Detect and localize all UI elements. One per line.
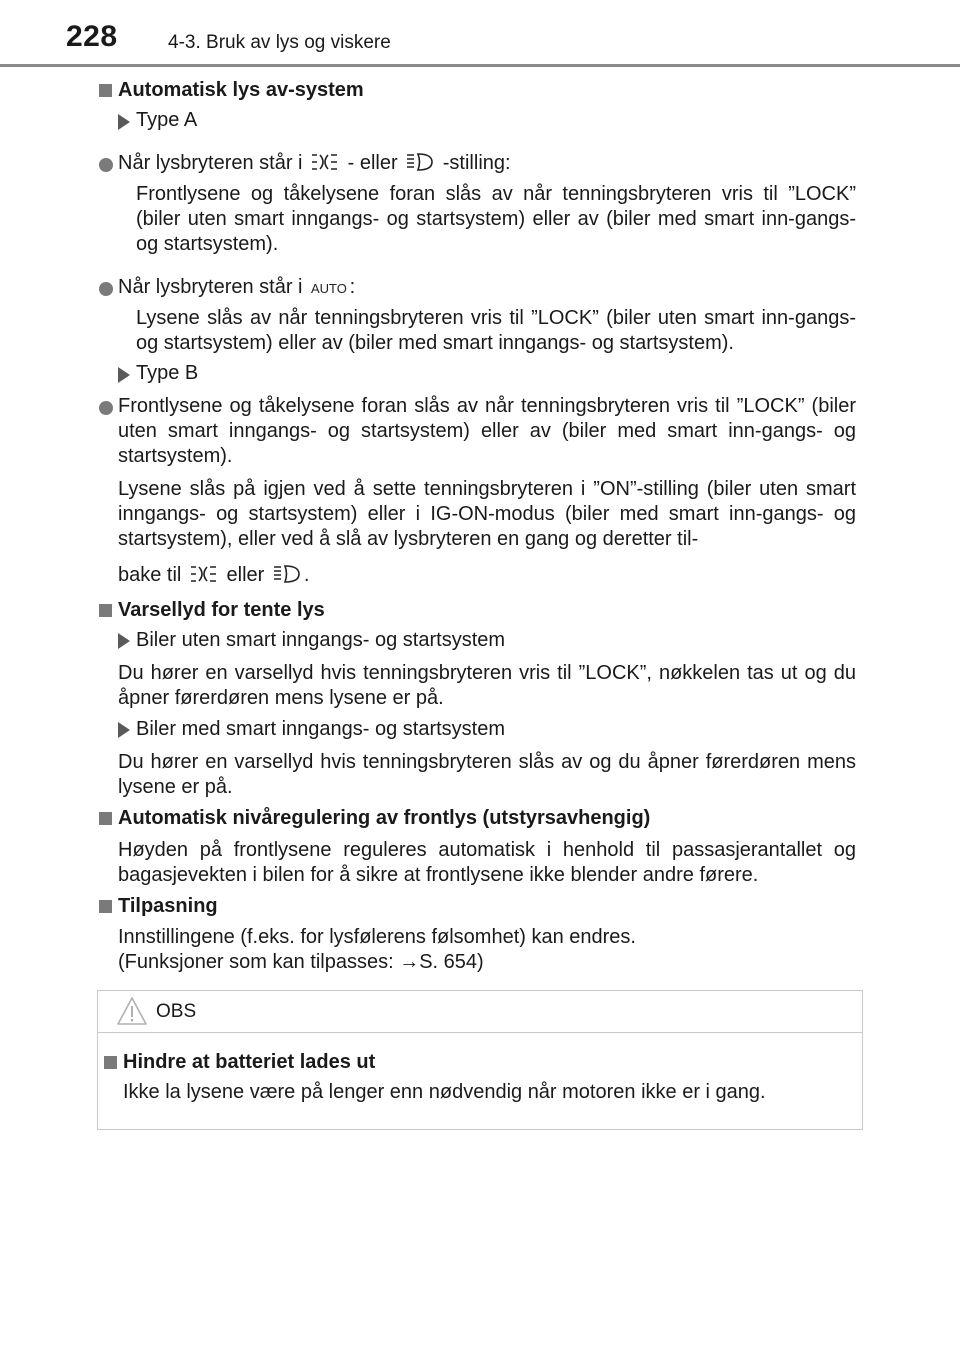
item-a1-pre: Når lysbryteren står i [118, 152, 303, 174]
type-b-tail [118, 563, 309, 588]
warning-sub2: Biler med smart inngangs- og startsystem [136, 718, 506, 740]
tail-light-icon [189, 564, 219, 584]
item-a2-post: : [349, 276, 356, 298]
subsection-arrow [118, 633, 130, 649]
item-a2-heading [118, 275, 355, 300]
section-title-warning-sound: Varsellyd for tente lys [118, 599, 325, 621]
customize-line2[interactable]: (Funksjoner som kan tilpasses: →S. 654) [118, 951, 484, 973]
tail-pre: bake til [118, 564, 182, 586]
tail-light-icon [310, 152, 340, 172]
tail-post: . [303, 564, 310, 586]
warning-body2: Du hører en varsellyd hvis tenningsbryteren slås av og du åpner førerdøren mens lysene er på. [118, 751, 856, 798]
tail-mid: eller [226, 564, 265, 586]
item-a1-mid: - eller [347, 152, 398, 174]
subsection-arrow [118, 367, 130, 383]
warning-sub1: Biler uten smart inngangs- og startsystem [136, 629, 506, 651]
leveling-body: Høyden på frontlysene reguleres automatisk i henhold til passasjerantallet og bagasjevekten i bilen for å sikre at frontlysene ikke blender andre førere. [118, 839, 856, 886]
item-a1-heading [118, 151, 511, 176]
subsection-arrow [118, 114, 130, 130]
item-a2-pre: Når lysbryteren står i [118, 276, 303, 298]
item-bullet [99, 158, 113, 172]
obs-body: Ikke la lysene være på lenger enn nødvendig når motoren ikke er i gang. [123, 1081, 766, 1103]
svg-text:AUTO: AUTO [311, 281, 347, 296]
obs-bullet [104, 1056, 117, 1069]
type-b-paragraph: Lysene slås på igjen ved å sette tenningsbryteren i ”ON”-stilling (biler uten smart inngangs- og startsystem) eller i IG-ON-modus (biler med smart inn-gangs- og startsystem), eller ved å slå av lysbryteren en gang og deretter til- [118, 478, 856, 550]
section-bullet [99, 900, 112, 913]
obs-label: OBS [156, 1001, 197, 1022]
obs-title: Hindre at batteriet lades ut [123, 1051, 376, 1073]
headlight-icon [405, 152, 435, 172]
section-title-auto-off: Automatisk lys av-system [118, 79, 364, 101]
section-title-customize: Tilpasning [118, 895, 218, 917]
item-a1-post: -stilling: [442, 152, 511, 174]
type-b-label: Type B [136, 362, 199, 384]
warning-triangle-icon [116, 996, 148, 1026]
auto-light-icon [310, 280, 347, 296]
item-bullet [99, 282, 113, 296]
item-a2-body: Lysene slås av når tenningsbryteren vris til ”LOCK” (biler uten smart inn-gangs- og startsystem) eller av (biler med smart inngangs- og startsystem). [136, 307, 856, 354]
warning-body1: Du hører en varsellyd hvis tenningsbryteren vris til ”LOCK”, nøkkelen tas ut og du åpner førerdøren mens lysene er på. [118, 662, 856, 709]
section-bullet [99, 812, 112, 825]
type-a-label: Type A [136, 109, 198, 131]
section-title-leveling: Automatisk nivåregulering av frontlys (utstyrsavhengig) [118, 807, 651, 829]
customize-line1: Innstillingene (f.eks. for lysfølerens følsomhet) kan endres. [118, 926, 636, 948]
item-b1-text: Frontlysene og tåkelysene foran slås av når tenningsbryteren vris til ”LOCK” (biler uten smart inngangs- og startsystem) eller av (biler med smart inn-gangs- og startsystem). [118, 395, 856, 467]
item-bullet [99, 401, 113, 415]
chapter-title: 4-3. Bruk av lys og viskere [168, 32, 391, 53]
section-bullet [99, 604, 112, 617]
item-a1-body: Frontlysene og tåkelysene foran slås av når tenningsbryteren vris til ”LOCK” (biler uten smart inngangs- og startsystem) eller av (biler med smart inn-gangs- og startsystem). [136, 183, 856, 255]
subsection-arrow [118, 722, 130, 738]
page-header [0, 0, 960, 66]
section-bullet [99, 84, 112, 97]
obs-header [98, 991, 862, 1033]
headlight-icon [272, 564, 302, 584]
page-number: 228 [66, 20, 118, 53]
header-divider [0, 64, 960, 67]
obs-notice-box [97, 990, 863, 1130]
item-b1-body [118, 394, 856, 469]
